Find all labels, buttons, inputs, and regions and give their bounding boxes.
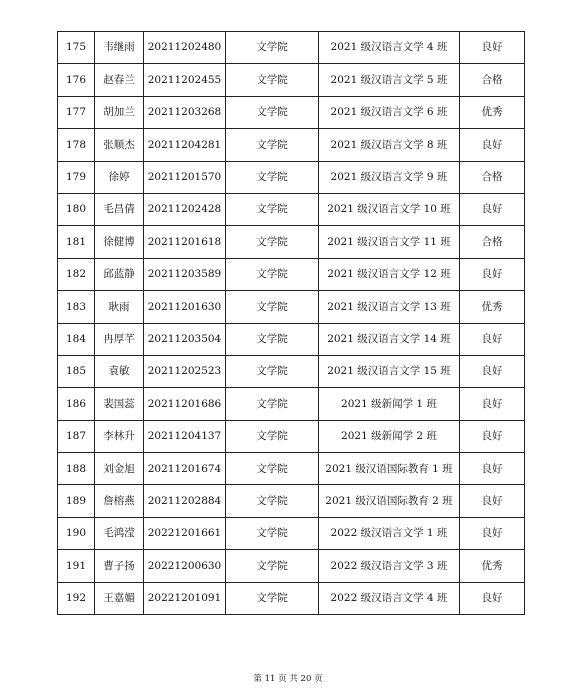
- class-cell: 2021 级汉语国际教育 1 班: [319, 453, 460, 485]
- student-name-cell: 冉厚芊: [95, 323, 144, 355]
- student-name-cell: 李林升: [95, 420, 144, 452]
- class-cell: 2021 级汉语言文学 6 班: [319, 96, 460, 128]
- row-number-cell: 178: [58, 129, 95, 161]
- class-cell: 2021 级汉语言文学 13 班: [319, 291, 460, 323]
- table-row: [58, 323, 525, 355]
- grade-cell: 良好: [460, 258, 525, 290]
- college-cell: 文学院: [226, 323, 319, 355]
- row-number-cell: 186: [58, 388, 95, 420]
- college-cell: 文学院: [226, 582, 319, 614]
- student-name-cell: 徐婷: [95, 161, 144, 193]
- student-name-cell: 韦继雨: [95, 32, 144, 64]
- student-name-cell: 赵春兰: [95, 64, 144, 96]
- student-name-cell: 毛昌倩: [95, 193, 144, 225]
- grade-cell: 优秀: [460, 96, 525, 128]
- class-cell: 2021 级新闻学 2 班: [319, 420, 460, 452]
- page-number-footer: 第 11 页 共 20 页: [253, 674, 323, 684]
- student-id-cell: 20211202480: [144, 32, 226, 64]
- row-number-cell: 183: [58, 291, 95, 323]
- student-id-cell: 20211201630: [144, 291, 226, 323]
- student-name-cell: 张顺杰: [95, 129, 144, 161]
- student-id-cell: 20211204137: [144, 420, 226, 452]
- row-number-cell: 185: [58, 355, 95, 387]
- row-number-cell: 188: [58, 453, 95, 485]
- grade-cell: 良好: [460, 32, 525, 64]
- class-cell: 2021 级汉语言文学 11 班: [319, 226, 460, 258]
- college-cell: 文学院: [226, 291, 319, 323]
- student-id-cell: 20211201686: [144, 388, 226, 420]
- student-name-cell: 徐健博: [95, 226, 144, 258]
- class-cell: 2021 级汉语言文学 8 班: [319, 129, 460, 161]
- row-number-cell: 189: [58, 485, 95, 517]
- college-cell: 文学院: [226, 485, 319, 517]
- class-cell: 2021 级汉语言文学 9 班: [319, 161, 460, 193]
- student-name-cell: 耿雨: [95, 291, 144, 323]
- student-id-cell: 20211203589: [144, 258, 226, 290]
- table-row: [58, 550, 525, 582]
- class-cell: 2021 级汉语言文学 12 班: [319, 258, 460, 290]
- row-number-cell: 179: [58, 161, 95, 193]
- table-body: [58, 32, 525, 615]
- student-name-cell: 裴国蕊: [95, 388, 144, 420]
- college-cell: 文学院: [226, 226, 319, 258]
- student-id-cell: 20221201091: [144, 582, 226, 614]
- class-cell: 2022 级汉语言文学 1 班: [319, 517, 460, 549]
- table-row: [58, 420, 525, 452]
- student-name-cell: 邱蓝静: [95, 258, 144, 290]
- student-name-cell: 王嘉媚: [95, 582, 144, 614]
- class-cell: 2021 级汉语言文学 4 班: [319, 32, 460, 64]
- college-cell: 文学院: [226, 96, 319, 128]
- student-id-cell: 20211204281: [144, 129, 226, 161]
- grade-cell: 良好: [460, 582, 525, 614]
- grade-cell: 合格: [460, 161, 525, 193]
- table-row: [58, 96, 525, 128]
- grade-cell: 良好: [460, 420, 525, 452]
- row-number-cell: 184: [58, 323, 95, 355]
- student-id-cell: 20211202523: [144, 355, 226, 387]
- table-row: [58, 161, 525, 193]
- college-cell: 文学院: [226, 355, 319, 387]
- row-number-cell: 191: [58, 550, 95, 582]
- student-id-cell: 20211203268: [144, 96, 226, 128]
- student-id-cell: 20211201570: [144, 161, 226, 193]
- grade-cell: 良好: [460, 323, 525, 355]
- table-row: [58, 226, 525, 258]
- grade-cell: 合格: [460, 226, 525, 258]
- grade-cell: 良好: [460, 388, 525, 420]
- row-number-cell: 175: [58, 32, 95, 64]
- table-row: [58, 355, 525, 387]
- student-id-cell: 20211203504: [144, 323, 226, 355]
- row-number-cell: 187: [58, 420, 95, 452]
- college-cell: 文学院: [226, 258, 319, 290]
- student-id-cell: 20211202455: [144, 64, 226, 96]
- student-id-cell: 20211201674: [144, 453, 226, 485]
- student-name-cell: 刘金旭: [95, 453, 144, 485]
- grade-cell: 良好: [460, 453, 525, 485]
- class-cell: 2021 级新闻学 1 班: [319, 388, 460, 420]
- college-cell: 文学院: [226, 129, 319, 161]
- table-row: [58, 582, 525, 614]
- college-cell: 文学院: [226, 550, 319, 582]
- table-row: [58, 517, 525, 549]
- college-cell: 文学院: [226, 420, 319, 452]
- row-number-cell: 180: [58, 193, 95, 225]
- grade-cell: 良好: [460, 193, 525, 225]
- student-results-table: [57, 31, 525, 615]
- row-number-cell: 192: [58, 582, 95, 614]
- student-name-cell: 詹榕燕: [95, 485, 144, 517]
- row-number-cell: 190: [58, 517, 95, 549]
- grade-cell: 良好: [460, 517, 525, 549]
- class-cell: 2021 级汉语言文学 5 班: [319, 64, 460, 96]
- table-row: [58, 64, 525, 96]
- grade-cell: 合格: [460, 64, 525, 96]
- row-number-cell: 181: [58, 226, 95, 258]
- grade-cell: 良好: [460, 355, 525, 387]
- grade-cell: 良好: [460, 129, 525, 161]
- student-id-cell: 20221201661: [144, 517, 226, 549]
- table-row: [58, 258, 525, 290]
- student-name-cell: 曹子扬: [95, 550, 144, 582]
- college-cell: 文学院: [226, 193, 319, 225]
- class-cell: 2021 级汉语言文学 10 班: [319, 193, 460, 225]
- college-cell: 文学院: [226, 388, 319, 420]
- table-row: [58, 193, 525, 225]
- table-row: [58, 32, 525, 64]
- student-name-cell: 毛鸿滢: [95, 517, 144, 549]
- college-cell: 文学院: [226, 161, 319, 193]
- college-cell: 文学院: [226, 64, 319, 96]
- table-row: [58, 291, 525, 323]
- student-name-cell: 袁敏: [95, 355, 144, 387]
- college-cell: 文学院: [226, 517, 319, 549]
- college-cell: 文学院: [226, 32, 319, 64]
- table-row: [58, 485, 525, 517]
- college-cell: 文学院: [226, 453, 319, 485]
- class-cell: 2021 级汉语言文学 14 班: [319, 323, 460, 355]
- class-cell: 2021 级汉语国际教育 2 班: [319, 485, 460, 517]
- student-id-cell: 20211201618: [144, 226, 226, 258]
- table-row: [58, 453, 525, 485]
- grade-cell: 良好: [460, 485, 525, 517]
- student-id-cell: 20221200630: [144, 550, 226, 582]
- grade-cell: 优秀: [460, 291, 525, 323]
- table-row: [58, 129, 525, 161]
- row-number-cell: 182: [58, 258, 95, 290]
- class-cell: 2021 级汉语言文学 15 班: [319, 355, 460, 387]
- row-number-cell: 176: [58, 64, 95, 96]
- table-row: [58, 388, 525, 420]
- student-name-cell: 胡加兰: [95, 96, 144, 128]
- row-number-cell: 177: [58, 96, 95, 128]
- student-id-cell: 20211202428: [144, 193, 226, 225]
- class-cell: 2022 级汉语言文学 3 班: [319, 550, 460, 582]
- student-id-cell: 20211202884: [144, 485, 226, 517]
- grade-cell: 优秀: [460, 550, 525, 582]
- class-cell: 2022 级汉语言文学 4 班: [319, 582, 460, 614]
